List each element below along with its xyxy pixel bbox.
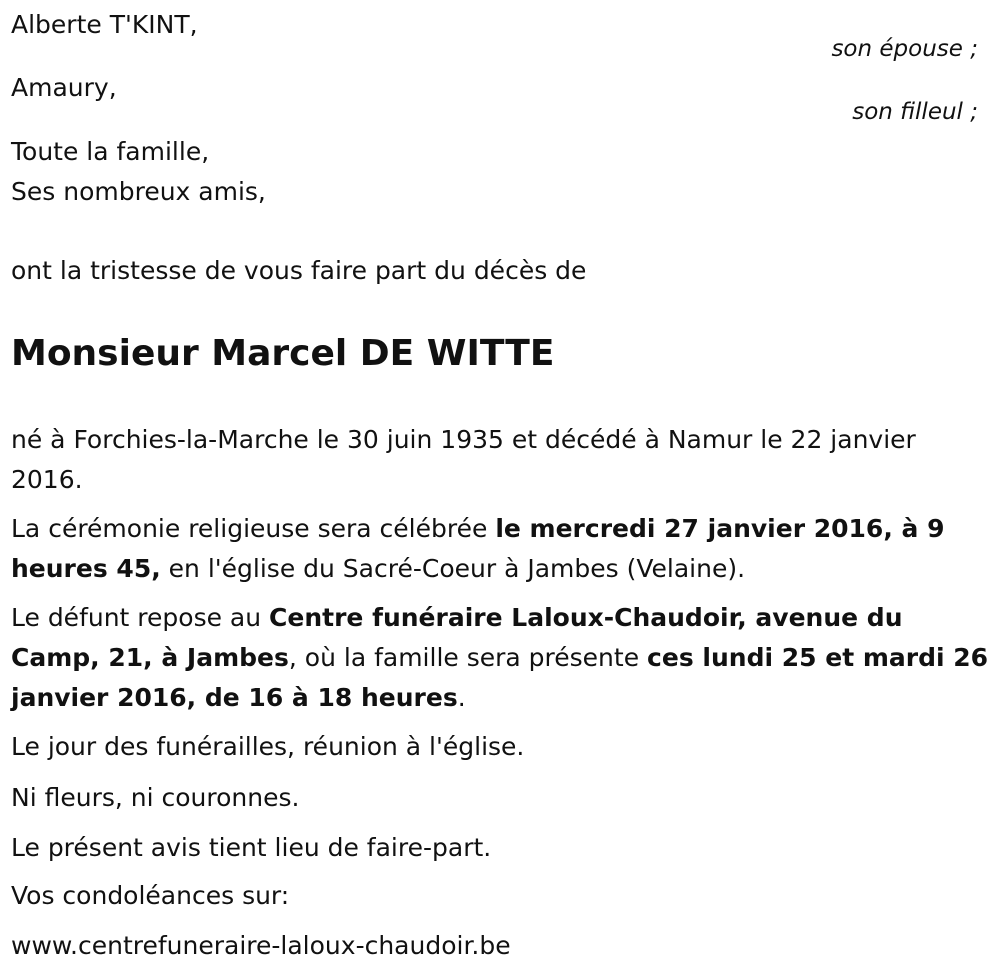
website-link[interactable]: www.centrefuneraire-laloux-chaudoir.be: [11, 931, 511, 960]
ceremony-intro: La cérémonie religieuse sera célébrée: [11, 514, 496, 543]
ceremony-place: en l'église du Sacré-Coeur à Jambes (Velaine).: [160, 554, 746, 583]
deceased-name: Monsieur Marcel DE WITTE: [11, 333, 555, 374]
announcement-text: ont la tristesse de vous faire part du décès de: [11, 256, 587, 285]
notice-text: Le présent avis tient lieu de faire-part.: [11, 833, 492, 862]
spouse-name: Alberte T'KINT,: [11, 10, 198, 39]
friends-line: Ses nombreux amis,: [11, 177, 266, 206]
rest-times: ces lundi 25 et mardi 26 janvier 2016, de 16 à 18 heures: [11, 643, 989, 712]
ceremony-datetime: le mercredi 27 janvier 2016, à 9 heures 45,: [11, 514, 945, 583]
rest-text: [11, 598, 989, 718]
rest-intro: Le défunt repose au: [11, 603, 270, 632]
flowers-text: Ni fleurs, ni couronnes.: [11, 783, 300, 812]
rest-location: Centre funéraire Laloux-Chaudoir, avenue du Camp, 21, à Jambes: [11, 603, 903, 672]
rest-middle: , où la famille sera présente: [288, 643, 648, 672]
funeral-day-text: Le jour des funérailles, réunion à l'église.: [11, 732, 525, 761]
rest-end: .: [457, 683, 466, 712]
spouse-role: son épouse ;: [831, 36, 978, 62]
family-line: Toute la famille,: [11, 137, 210, 166]
godson-role: son filleul ;: [852, 99, 978, 125]
godson-name: Amaury,: [11, 73, 117, 102]
condolences-label: Vos condoléances sur:: [11, 881, 290, 910]
birth-death-text: né à Forchies-la-Marche le 30 juin 1935 et décédé à Namur le 22 janvier 2016.: [11, 425, 916, 494]
ceremony-text: [11, 509, 989, 589]
